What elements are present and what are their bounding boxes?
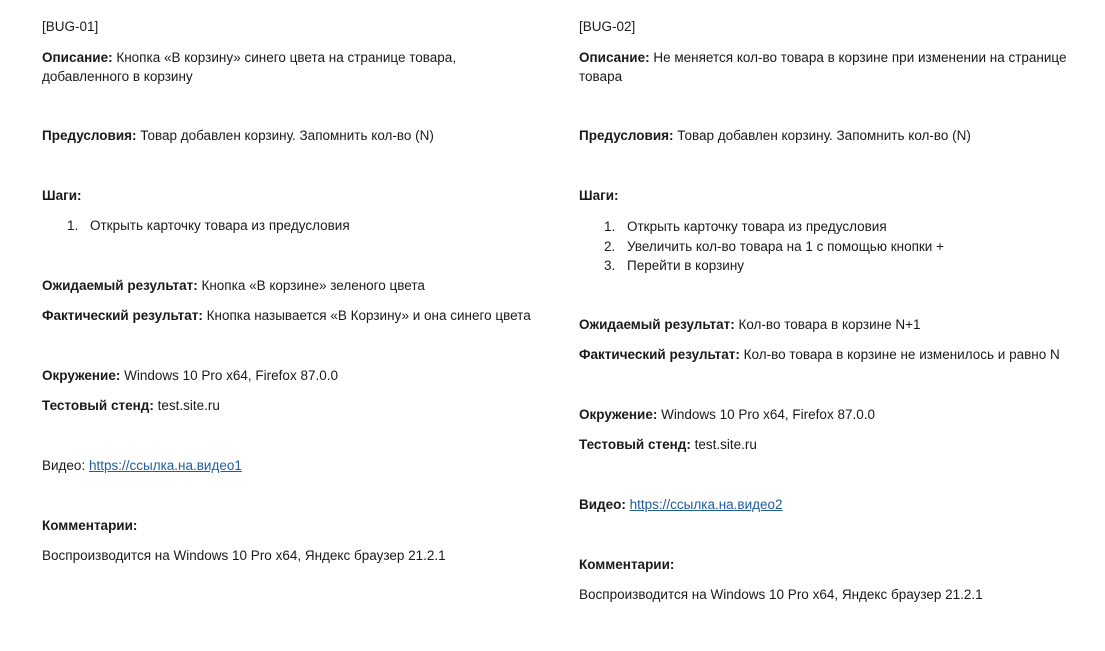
video-link[interactable]: https://ссылка.на.видео1 [88,458,242,473]
preconditions-label: Предусловия: [42,128,137,143]
step-number: 2. [604,239,616,254]
stand-label: Тестовый стенд: [579,437,691,452]
step-number: 1. [67,218,79,233]
preconditions-label: Предусловия: [579,128,674,143]
description-text: Не меняется кол-во товара в корзине при изменении на странице товара [579,50,1067,84]
actual-text: Кнопка называется «В Корзину» и она синего цвета [206,308,531,323]
video-row [579,495,783,514]
comments-label-row [42,516,137,535]
expected-row [579,315,920,334]
bug-id: [BUG-02] [579,19,636,34]
expected-label: Ожидаемый результат: [42,278,198,293]
stand-row [42,396,220,415]
steps-label-text: Шаги: [579,188,619,203]
step-text: Перейти в корзину [627,258,745,273]
actual-label: Фактический результат: [579,347,740,362]
comments-label: Комментарии: [42,518,138,533]
comments-text: Воспроизводится на Windows 10 Pro x64, Яндекс браузер 21.2.1 [579,587,983,602]
actual-row [42,306,531,325]
steps-label [579,186,619,205]
steps-label [42,186,82,205]
expected-text: Кнопка «В корзине» зеленого цвета [201,278,425,293]
description-row [42,48,542,86]
actual-row [579,345,1060,364]
stand-row [579,435,757,454]
actual-label: Фактический результат: [42,308,203,323]
actual-text: Кол-во товара в корзине не изменилось и равно N [743,347,1060,362]
video-row [42,456,242,475]
step-number: 1. [604,219,616,234]
expected-row [42,276,425,295]
environment-label: Окружение: [42,368,121,383]
stand-label: Тестовый стенд: [42,398,154,413]
step-text: Увеличить кол-во товара на 1 с помощью кнопки + [627,239,944,254]
expected-text: Кол-во товара в корзине N+1 [738,317,921,332]
description-label: Описание: [579,50,650,65]
preconditions-text: Товар добавлен корзину. Запомнить кол-во (N) [140,128,434,143]
expected-label: Ожидаемый результат: [579,317,735,332]
description-label: Описание: [42,50,113,65]
comments-text: Воспроизводится на Windows 10 Pro x64, Яндекс браузер 21.2.1 [42,548,446,563]
description-text: Кнопка «В корзину» синего цвета на странице товара, добавленного в корзину [42,50,457,84]
step-text: Открыть карточку товара из предусловия [90,218,350,233]
description-row [579,48,1067,86]
video-label: Видео: [579,497,626,512]
stand-text: test.site.ru [694,437,757,452]
environment-label: Окружение: [579,407,658,422]
step-number: 3. [604,258,616,273]
video-link[interactable]: https://ссылка.на.видео2 [629,497,783,512]
environment-text: Windows 10 Pro x64, Firefox 87.0.0 [661,407,875,422]
environment-row [42,366,338,385]
steps-label-text: Шаги: [42,188,82,203]
preconditions-text: Товар добавлен корзину. Запомнить кол-во (N) [677,128,971,143]
bug-id: [BUG-01] [42,19,99,34]
preconditions-row [579,126,971,145]
preconditions-row [42,126,434,145]
stand-text: test.site.ru [157,398,220,413]
step-text: Открыть карточку товара из предусловия [627,219,887,234]
environment-text: Windows 10 Pro x64, Firefox 87.0.0 [124,368,338,383]
comments-label-row [579,555,674,574]
environment-row [579,405,875,424]
comments-label: Комментарии: [579,557,675,572]
video-label: Видео: [42,458,86,473]
